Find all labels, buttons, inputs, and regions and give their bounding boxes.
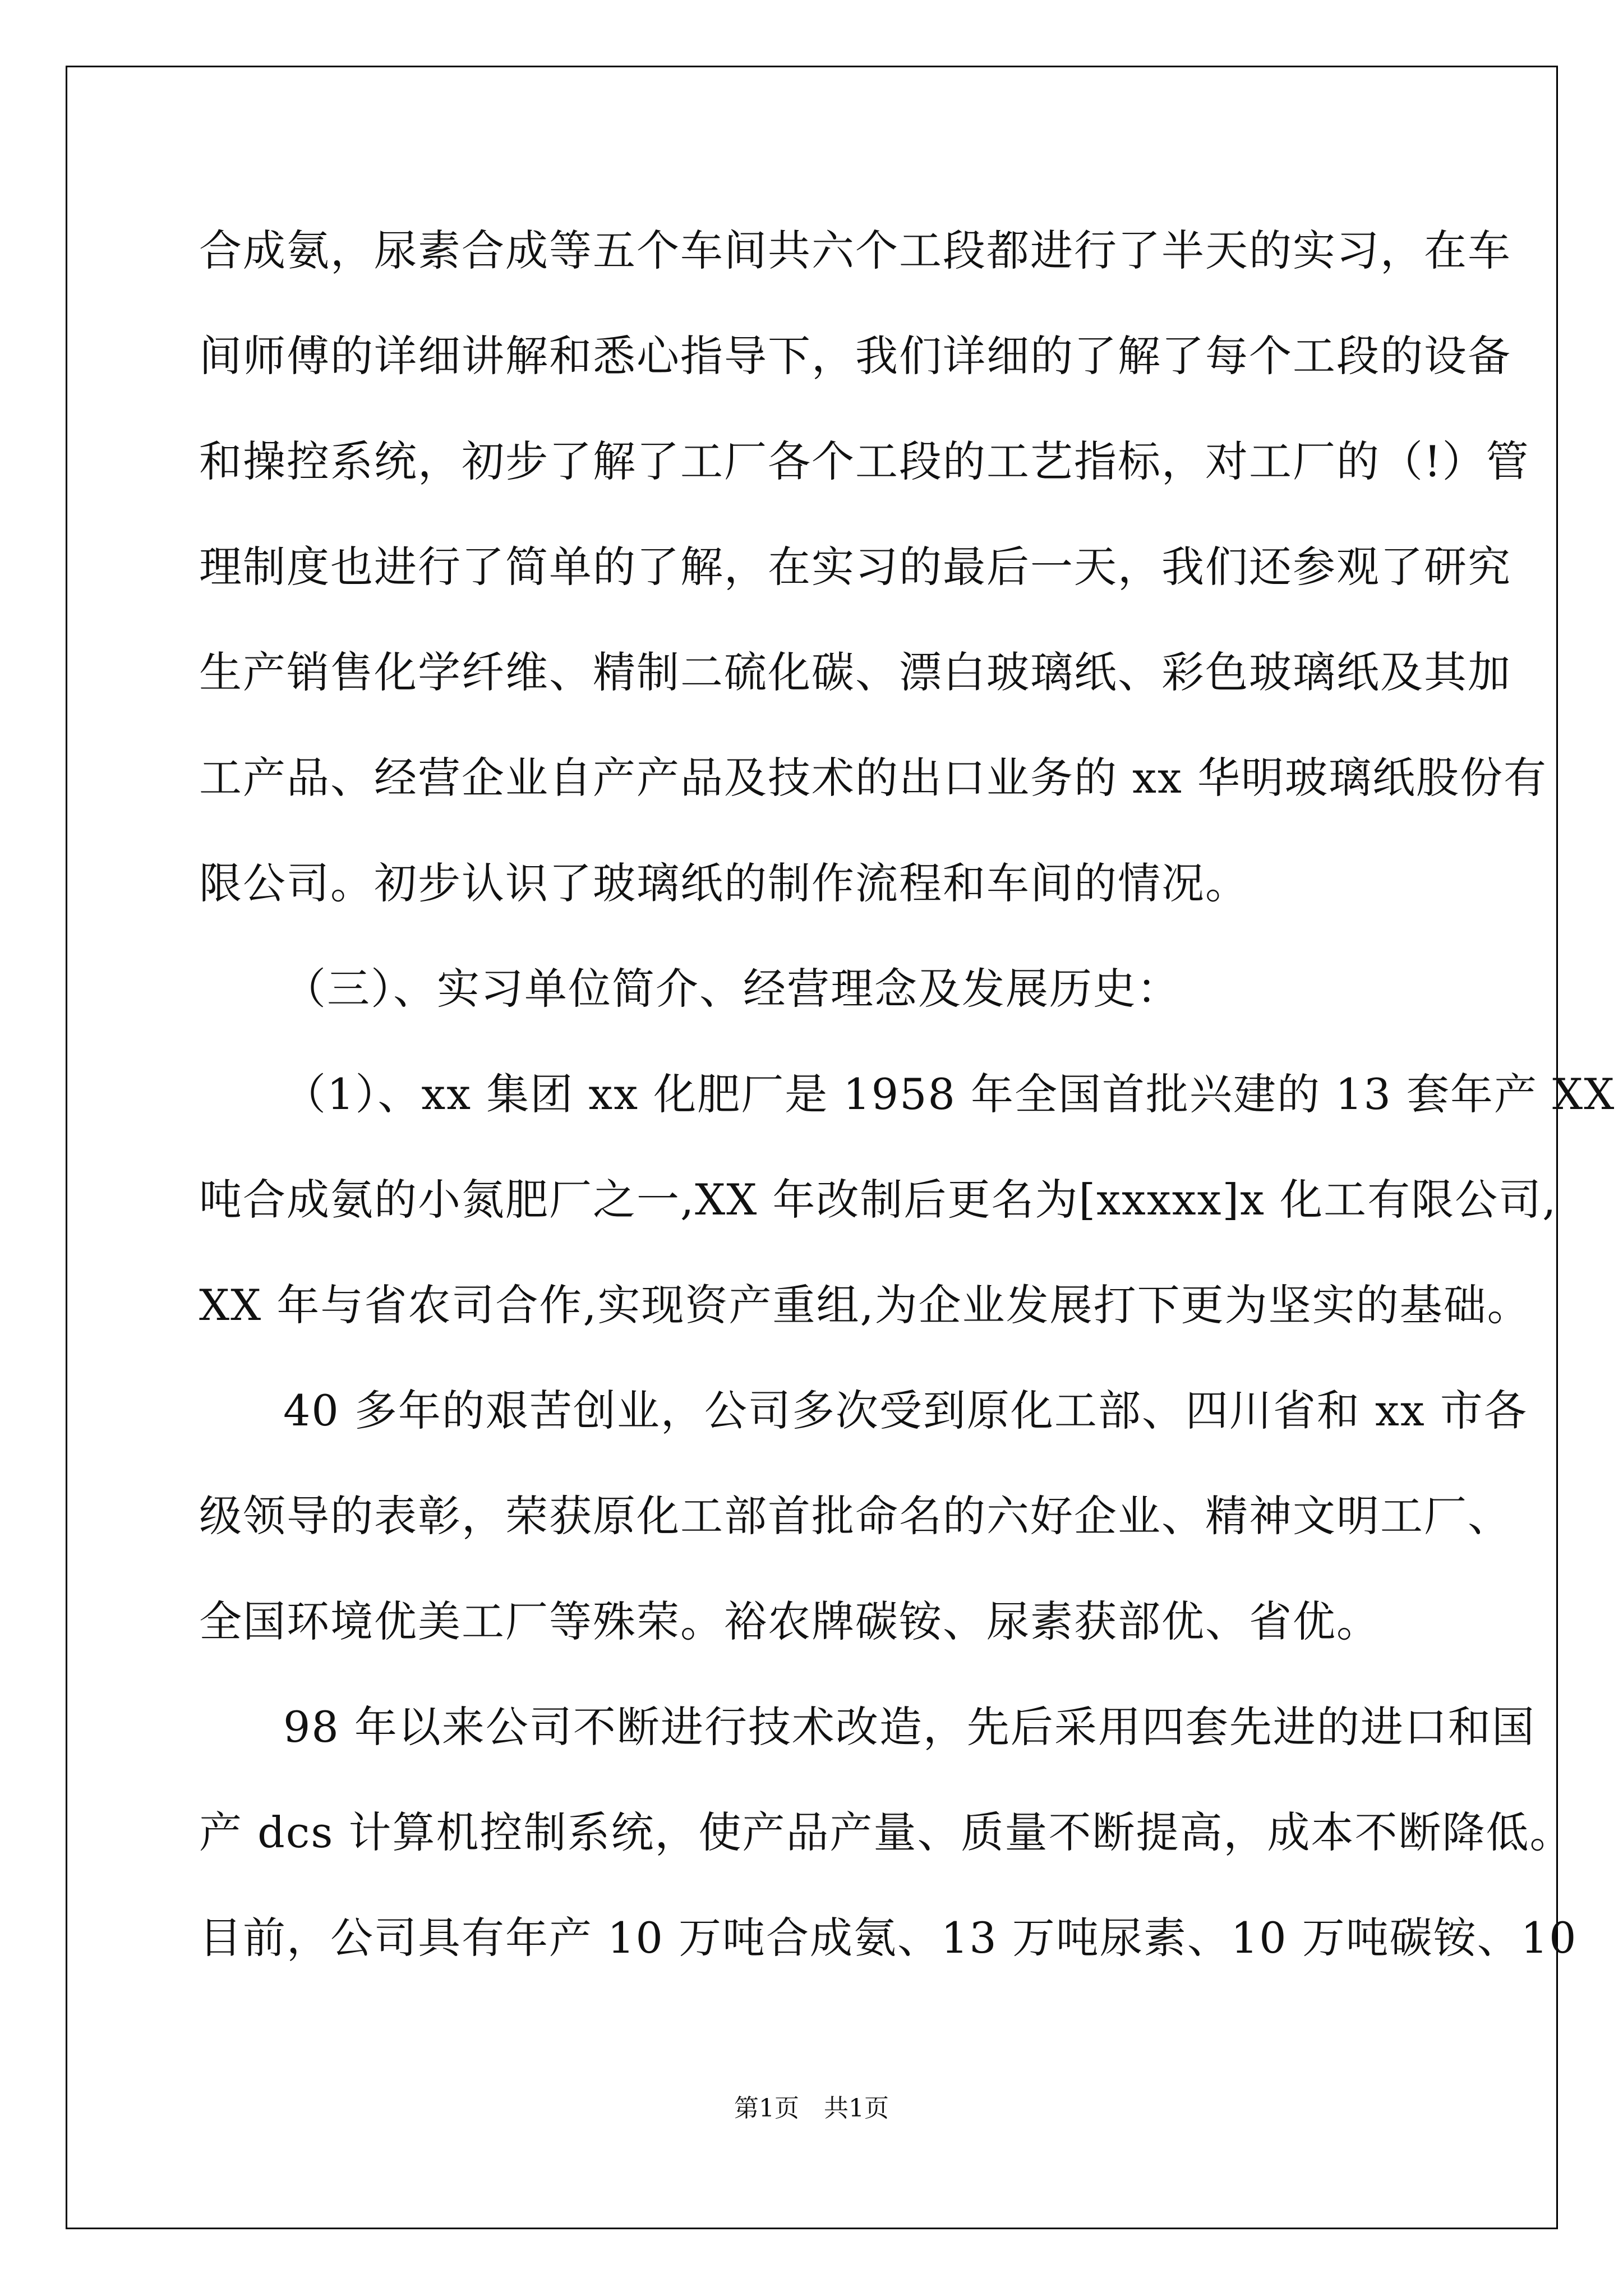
page-frame bbox=[66, 66, 1616, 2229]
text-line-5: 生产销售化学纤维、精制二硫化碳、漂白玻璃纸、彩色玻璃纸及其加 bbox=[199, 647, 1511, 697]
page-number: 第1页 共1页 bbox=[734, 2094, 889, 2123]
text-line-4: 理制度也进行了简单的了解，在实习的最后一天，我们还参观了研究 bbox=[199, 542, 1511, 592]
text-line-10: 吨合成氨的小氮肥厂之一,XX 年改制后更名为[xxxxx]x 化工有限公司, bbox=[199, 1175, 1557, 1225]
text-line-16: 产 dcs 计算机控制系统，使产品产量、质量不断提高，成本不断降低。 bbox=[199, 1807, 1574, 1857]
text-line-12: 40 多年的艰苦创业，公司多次受到原化工部、四川省和 xx 市各 bbox=[283, 1386, 1528, 1435]
text-line-3: 和操控系统，初步了解了工厂各个工段的工艺指标，对工厂的（!）管 bbox=[199, 436, 1530, 486]
text-line-2: 间师傅的详细讲解和悉心指导下，我们详细的了解了每个工段的设备 bbox=[199, 331, 1511, 381]
text-line-15: 98 年以来公司不断进行技术改造，先后采用四套先进的进口和国 bbox=[283, 1702, 1536, 1752]
text-line-6: 工产品、经营企业自产产品及技术的出口业务的 xx 华明玻璃纸股份有 bbox=[199, 753, 1548, 803]
text-line-1: 合成氨，尿素合成等五个车间共六个工段都进行了半天的实习，在车 bbox=[199, 226, 1511, 275]
text-line-11: XX 年与省农司合作,实现资产重组,为企业发展打下更为坚实的基础。 bbox=[199, 1280, 1531, 1330]
section-heading: （三）、实习单位简介、经营理念及发展历史： bbox=[283, 964, 1181, 1014]
text-line-13: 级领导的表彰，荣获原化工部首批命名的六好企业、精神文明工厂、 bbox=[199, 1491, 1511, 1541]
text-line-9: （1）、xx 集团 xx 化肥厂是 1958 年全国首批兴建的 13 套年产 XX bbox=[283, 1069, 1616, 1119]
text-line-7: 限公司。初步认识了玻璃纸的制作流程和车间的情况。 bbox=[199, 858, 1249, 908]
text-line-14: 全国环境优美工厂等殊荣。裕农牌碳铵、尿素获部优、省优。 bbox=[199, 1596, 1380, 1646]
text-line-17: 目前，公司具有年产 10 万吨合成氨、13 万吨尿素、10 万吨碳铵、10 bbox=[199, 1913, 1578, 1963]
